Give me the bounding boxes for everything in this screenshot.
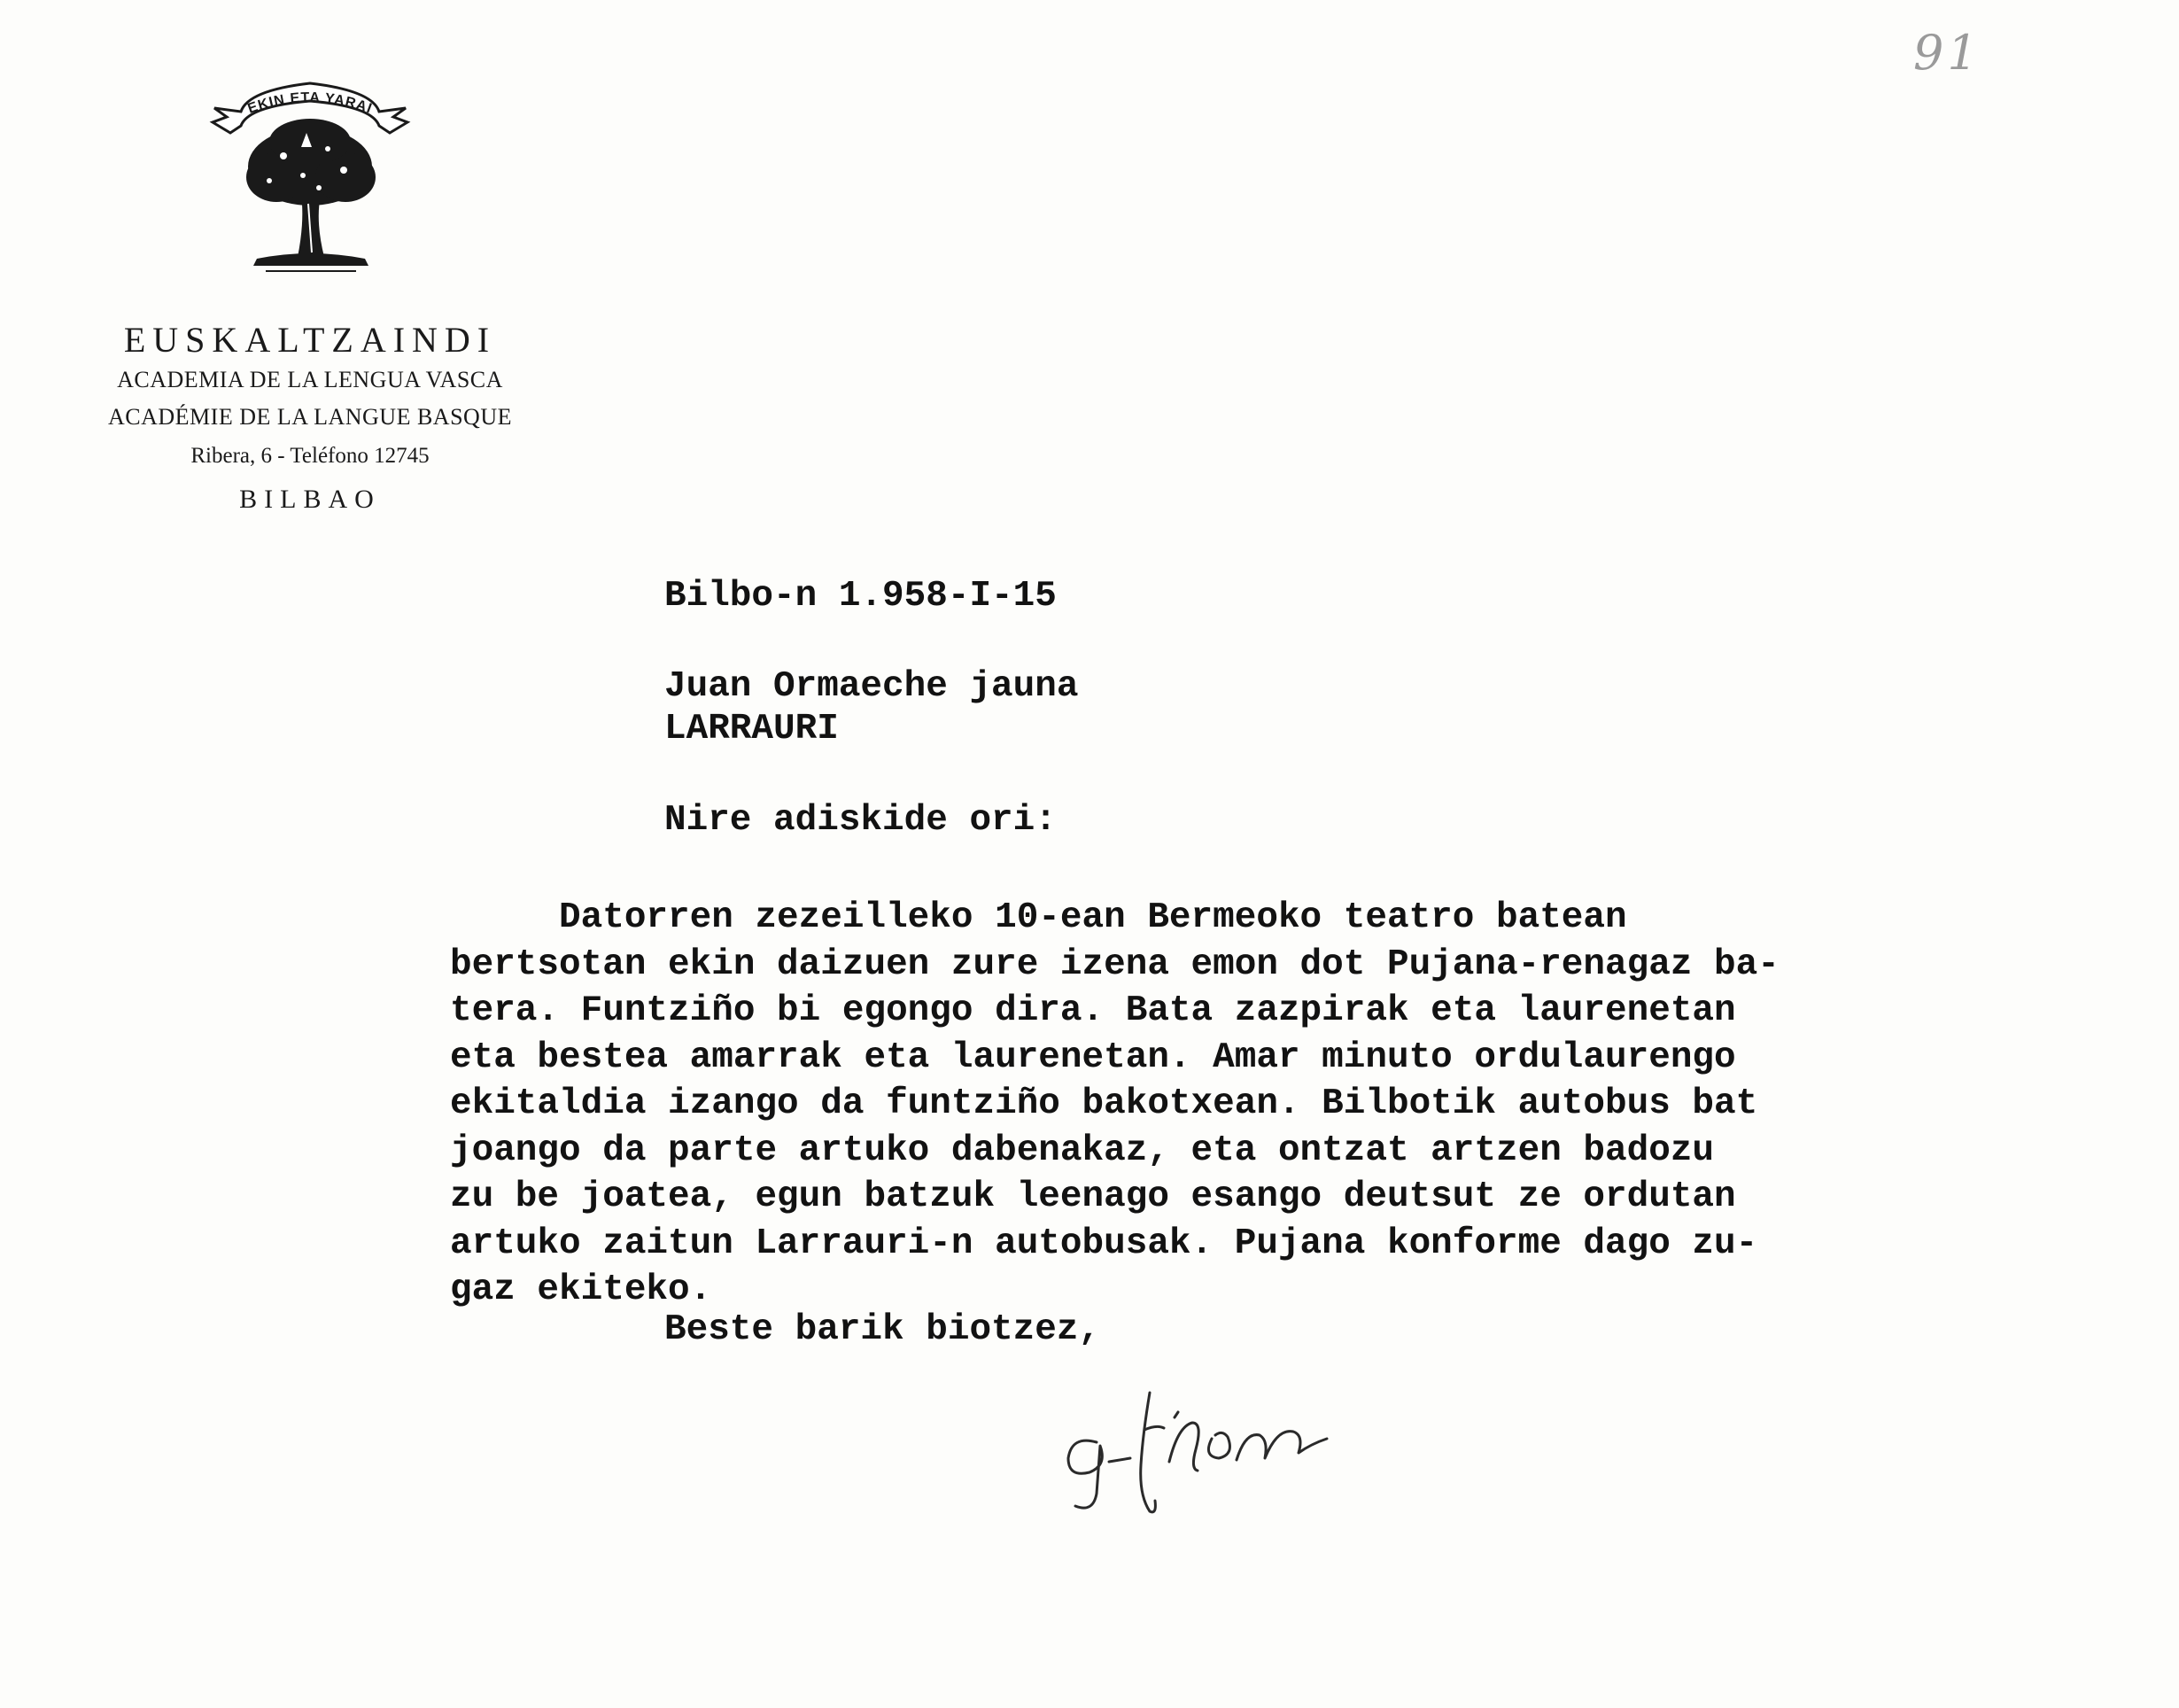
- body-line: joango da parte artuko dabenakaz, eta ontzat artzen badozu: [450, 1130, 1715, 1171]
- logo-motto: EKIN ETA YARAI: [245, 89, 375, 117]
- org-name: EUSKALTZAINDI: [123, 320, 497, 360]
- org-subtitle-spanish: ACADEMIA DE LA LENGUA VASCA: [117, 367, 503, 392]
- org-address: Ribera, 6 - Teléfono 12745: [190, 444, 430, 468]
- handwritten-signature-icon: [1045, 1373, 1346, 1524]
- archive-page-number: 91: [1913, 25, 1981, 81]
- org-city: BILBAO: [239, 485, 381, 514]
- body-line: artuko zaitun Larrauri-n autobusak. Pujana konforme dago zu-: [450, 1223, 1758, 1264]
- recipient-name: Juan Ormaeche jauna: [664, 666, 1079, 707]
- recipient-place: LARRAURI: [664, 709, 839, 749]
- body-line: ekitaldia izango da funtziño bakotxean. Bilbotik autobus bat: [450, 1083, 1758, 1124]
- salutation: Nire adiskide ori:: [664, 800, 1057, 841]
- body-line: eta bestea amarrak eta laurenetan. Amar minuto ordulaurengo: [450, 1036, 1736, 1078]
- body-line: Datorren zezeilleko 10-ean Bermeoko teatro batean: [450, 897, 1627, 938]
- body-line: gaz ekiteko.: [450, 1269, 712, 1310]
- body-line: bertsotan ekin daizuen zure izena emon dot Pujana-renagaz ba-: [450, 943, 1780, 985]
- body-line: tera. Funtziño bi egongo dira. Bata zazpirak eta laurenetan: [450, 990, 1736, 1031]
- body-line: zu be joatea, egun batzuk leenago esango deutsut ze ordutan: [450, 1176, 1736, 1217]
- org-subtitle-french: ACADÉMIE DE LA LANGUE BASQUE: [108, 404, 512, 430]
- oak-tree-emblem-icon: [195, 71, 425, 283]
- closing: Beste barik biotzez,: [664, 1309, 1101, 1350]
- date-line: Bilbo-n 1.958-I-15: [664, 576, 1057, 617]
- letter-body: [450, 895, 2115, 1314]
- letterhead: [53, 71, 567, 523]
